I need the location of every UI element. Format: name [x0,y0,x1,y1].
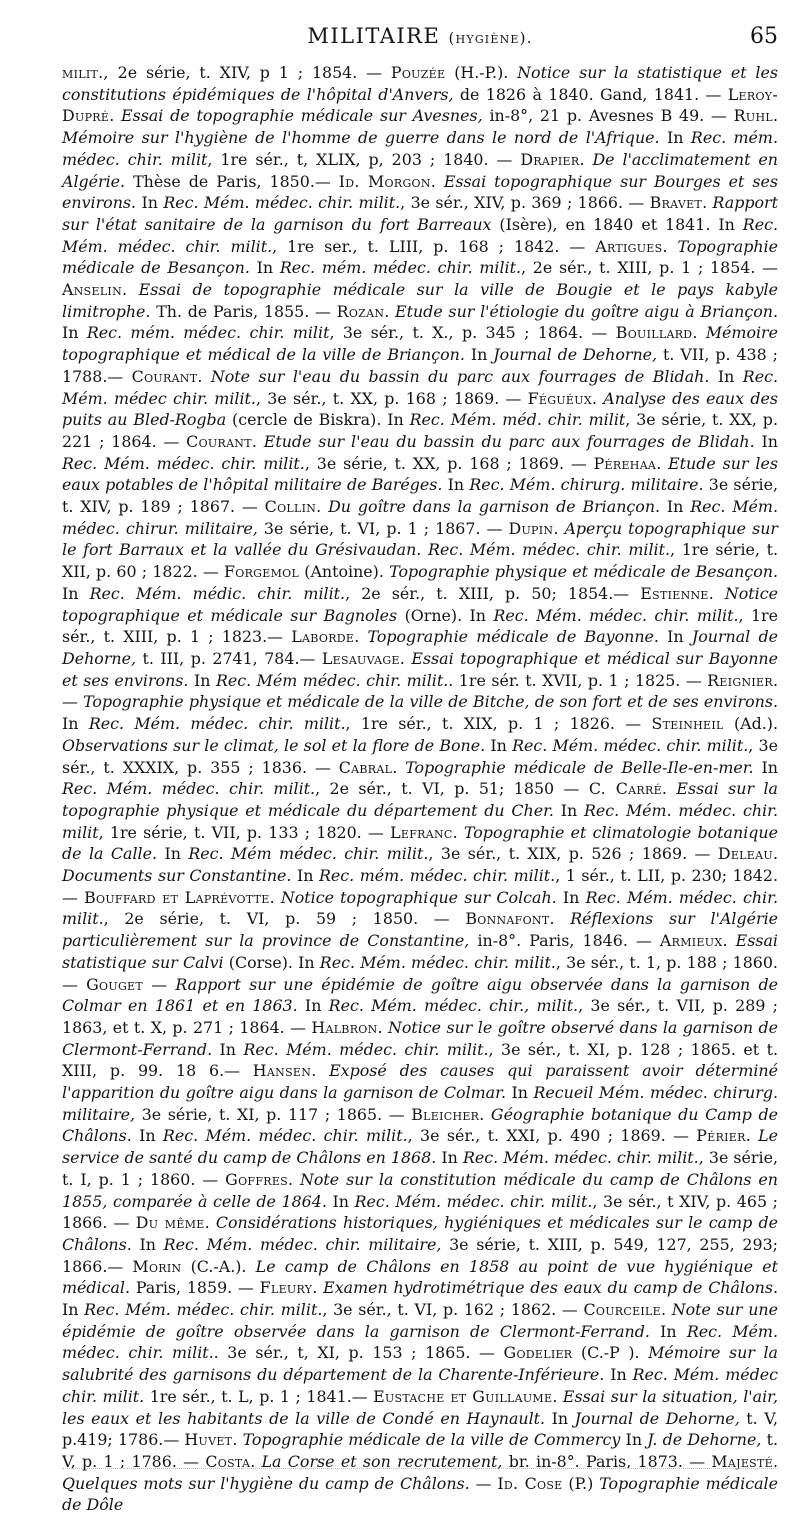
entry-title: Analyse des eaux des puits au Bled-Rogba [62,388,779,430]
entry-citation: . [269,887,281,907]
entry-citation: In [545,1408,575,1428]
entry-title: Topographie et climatologie botanique de la Calle. [62,822,778,864]
entry-citation: . [549,909,571,929]
entry-citation: . — [62,670,778,712]
entry-author: Costa [205,1452,251,1471]
entry-author: Goffres [225,1169,288,1189]
entry-citation: Thèse de Paris, 1850.— [125,171,339,191]
entry-citation: In [62,714,89,734]
entry-title: Rec. mém. médec. chir. milit. [279,258,522,278]
entry-citation: . [692,323,706,343]
entry-title: Réflexions sur l'Algérie particulièrement sur la province de Constantine, [62,909,779,951]
entry-citation: — [469,1473,498,1493]
entry-citation: Th. de Paris, 1855. — [150,301,337,321]
entry-title: De l'acclimatement en Algérie. [62,149,778,191]
entry-citation: In [754,431,778,451]
entry-title: Etude sur l'eau du bassin du parc aux fourrages de Blidah. [263,431,755,451]
entry-citation: . [479,1104,491,1124]
entry-citation: . [377,1017,388,1037]
entry-title: Mémoire sur la salubrité des garnisons du département de la Charente-Inférieure. [62,1343,778,1385]
entry-citation: . [661,779,677,799]
entry-citation: In [62,583,90,603]
entry-title: Rec. Mém. médec. chir. milit. [84,1300,323,1320]
entry-title: Rec. Mém. médec. chir. milit. [354,1191,593,1211]
entry-title: Considérations historiques, hygiéniques et médicales sur le camp de Châlons. [62,1213,778,1254]
entry-citation: In [157,844,189,864]
entry-author: Bouillard [615,323,693,343]
entry-citation: . [392,757,406,777]
entry-citation: , 3e sér., t. XIX, p. 526 ; 1869. — [428,844,718,864]
entry-author: Périer [696,1126,746,1146]
entry-title: Géographie botanique du Camp de Châlons. [62,1104,778,1146]
entry-title: Rec. Mém. médec chir. milit. [62,1365,778,1406]
entry-author: Fleury [259,1278,313,1298]
entry-author: Laborde [291,627,355,647]
entry-author: Collin [264,497,317,517]
entry-citation: In [556,887,586,907]
entry-citation: 3e série, t. XIII, p. 549, 127, 255, 293; 1866.— [62,1234,778,1276]
entry-citation: . [232,1430,243,1450]
entry-title: Topographie physique et médicale de la ville de Bitche, de son fort et de ses environs. [83,692,778,712]
entry-citation: , 2e sér., t. VI, p. 51; 1850 — [315,779,589,799]
page-footer-rule [62,1468,778,1469]
entry-citation: , 3e sér., t. XI, p. 128 ; 1865. et t. XIII, p. 99. 18 6.— [62,1039,778,1081]
entry-citation: t. V, p.419; 1786.— [62,1408,778,1450]
entry-title: Etude sur les eaux potables de l'hôpital militaire de Baréges. [62,453,778,495]
entry-title: Aperçu topographique sur le fort Barraux et la vallée du Grésivaudan. [62,518,778,560]
entry-citation: — [143,974,176,994]
entry-title: Note sur une épidémie de goître observée dans la garnison de Clermont-Ferrand. [62,1300,778,1341]
entry-title: Rec. Mém médec. chir. milit. [215,670,449,690]
entry-title: Rec. Mém. médec. chir. milit. [62,779,316,799]
entry-citation: (C.-P ). [572,1343,649,1363]
entry-citation: 3e série, t. XI, p. 117 ; 1865. — [135,1104,412,1124]
entry-citation: , 1re sér., t. XIX, p. 1 ; 1826. — [345,714,652,734]
entry-citation: , 1re sér., t. XIII, p. 1 ; 1823.— [62,605,778,647]
entry-author: Anselin [62,280,123,300]
entry-title: Topographie médicale de Besançon. [62,236,778,278]
entry-citation: 1re sér., t. L, p. 1 ; 1841.— [144,1386,374,1406]
entry-title: Notice sur la statistique et les constitutions épidémiques de l'hôpital d'Anvers, [62,63,778,104]
entry-author: Cabral [338,757,393,777]
entry-title: Le camp de Châlons en 1858 au point de vue hygiénique et médical. [62,1256,778,1298]
entry-title: Note sur l'eau du bassin du parc aux fourrages de Blidah. [210,366,710,386]
entry-title: Rec. Mém. médec. chir. milit. [319,952,556,972]
entry-title: Rec. mém. médec. chir. milit. [318,866,556,886]
entry-title: Topographie médicale de Bayonne. [367,627,659,647]
entry-title: Documents sur Constantine. [62,866,292,886]
entry-title: Rec. Mém. médec. chir. milit. [243,1039,489,1059]
entry-title: Journal de Dehorne, [62,627,778,668]
running-title-subject: (hygiène). [448,29,533,47]
entry-title: Notice topographique et médicale sur Bagnoles [62,583,778,625]
entry-title: Rec. Mém. médic. chir. milit. [89,583,346,603]
entry-title: Rapport sur l'état sanitaire de la garnison du fort Barreaux [62,193,778,234]
entry-citation: In [753,757,779,777]
entry-citation: In [505,1083,534,1103]
entry-title: Rec. Mém. médec. chir. milit. [62,214,778,256]
entry-title: Rec. Mém. médec. chir. milit [62,800,778,842]
entry-title: Essai de topographie médicale sur Avesnes, [121,106,483,126]
entry-author: Forgemol [223,562,300,582]
entry-citation: In [212,1039,244,1059]
entry-title: Topographie physique et médicale de Besançon. [389,562,778,582]
entry-author: Bouffard et Laprévotte [84,887,270,907]
entry-citation: , 3e série, t. XX, p. 168 ; 1869. — [304,453,594,473]
entry-author: Courant [131,366,198,386]
entry-citation: In [485,735,513,755]
entry-citation: In [326,1191,355,1211]
entry-citation: 3e série, t. XIV, p. 189 ; 1867. — [62,475,778,517]
entry-title: Rec. Mém. médec. chir. milit. [62,887,778,929]
entry-title: Rec. Mém. médec. chir. milit. [512,735,749,755]
entry-title: Note sur la constitution médicale du camp de Châlons en 1855, comparée à celle de 1864. [62,1169,778,1211]
entry-citation: In [553,800,584,820]
entry-author: Courant [186,431,252,451]
entry-title: Rec. Mém. méd. chir. milit [409,410,626,430]
entry-title: Mémoire sur l'hygiène de l'homme de guerre dans le nord de l'Afrique. [62,128,660,148]
entry-author: Bleicher [411,1104,480,1124]
entry-citation: . [702,193,713,213]
entry-citation: , 1re série, t. VII, p. 133 ; 1820. — [98,822,391,842]
entry-author: Drapier [520,149,580,169]
entry-citation: In [620,1430,648,1450]
entry-title: Rec. Mém. médec. chir., milit. [328,996,579,1016]
entry-author: Armieux [659,931,723,951]
entry-title: Rapport sur une épidémie de goître aigu observée dans la garnison de Colmar en 1861 et en 1863. [62,974,778,1016]
entry-title: Notice topographique sur Colcah. [280,887,557,907]
entry-citation: , 3e sér., t. XXI, p. 490 ; 1869. — [407,1126,697,1146]
entry-title: Notice sur le goître observé dans la garnison de Clermont-Ferrand. [62,1017,778,1059]
entry-citation: , 3e sér., t. VII, p. 289 ; 1863, et t. X, p. 271 ; 1864. — [62,996,778,1037]
entry-citation: . [311,1061,330,1081]
entry-citation: In [649,1321,687,1341]
entry-citation [421,540,428,559]
entry-citation: de 1826 à 1840. Gand, 1841. — [453,84,728,104]
entry-title: Rec. Mém. médec. chir. milit. [88,714,346,734]
running-header [62,24,778,54]
entry-citation: (H.-P.). [445,63,518,82]
entry-title: Rec. Mém. chirurg. militaire. [469,475,704,495]
entry-title: Rec. Mém médec. chir. milit. [188,844,429,864]
entry-title: Recueil Mém. médec. chirurg. militaire, [62,1083,778,1124]
entry-citation: , 3e sér., t XIV, p. 465 ; 1866. — [62,1191,778,1233]
entry-citation: . 1re sér. t. XVII, p. 1 ; 1825. — [448,670,708,690]
entry-author: Bonnafont [465,909,550,929]
running-title-main: MILITAIRE [307,24,449,48]
entry-title: Essai statistique sur Calvi [62,931,778,972]
entry-citation: , 3e sér., t. XXXIX, p. 355 ; 1836. — [62,735,778,777]
entry-citation: , 1 sér., t. LII, p. 230; 1842. — [62,866,779,907]
entry-title: Quelques mots sur l'hygiène du camp de Châlons. [62,1473,470,1493]
entry-citation: (Isère), en 1840 et 1841. In [491,214,743,234]
entry-citation: , 3e sér., t. XX, p. 168 ; 1869. — [255,388,528,408]
entry-title: Rec. Mém. médec. chir. milit. [62,1321,778,1363]
entry-author: Pouzée [390,63,446,82]
entry-citation: . [316,497,329,517]
entry-title: Mémoire topographique et médical de la ville de Briançon. [62,323,779,365]
entry-author: Deleau [717,844,773,864]
entry-title: Essai topographique et médical sur Bayonne et ses environs. [62,648,779,690]
entry-title: Du goître dans la garnison de Briançon. [328,497,661,517]
entry-title: Rec. Mém. médec. chirur. militaire, [62,497,778,538]
entry-citation: . [251,431,264,451]
entry-author: Steinheil [651,714,724,734]
entry-title: Rec. Mém. médec. chir. militaire, [163,1234,442,1254]
entry-citation: . [122,280,139,300]
entry-title: Rec. Mém. médec. chir. milit. [462,1148,699,1168]
entry-citation: , 3e sér., t. X., p. 345 ; 1864. — [329,323,616,343]
entry-title: Le service de santé du camp de Châlons en 1868. [62,1126,779,1168]
entry-citation: . [250,1452,262,1471]
entry-title: Journal de Dehorne, [493,345,658,365]
entry-citation: t. VII, p. 438 ; 1788.— [62,345,778,386]
entry-citation: In [188,670,216,690]
entry-citation: , 1re ser., t. LIII, p. 168 ; 1842. — [272,236,596,256]
entry-citation: , 3e série, t. XX, p. 221 ; 1864. — [62,410,778,451]
entry-title: Journal de Dehorne, [574,1408,740,1428]
entry-citation: 2e série, t. XIV, p 1 ; 1854. — [108,63,391,82]
entry-author: Morin [132,1256,182,1276]
entry-author: Gouget [86,974,143,994]
entry-citation: (P.) [562,1473,600,1493]
entry-citation: , 1re série, t. XII, p. 60 ; 1822. — [62,540,779,582]
entry-author: Artigues [595,236,663,256]
entry-author: Du même [135,1213,205,1233]
entry-citation: In [604,1365,633,1385]
entry-citation: . [354,627,368,647]
entry-citation: . [579,149,593,169]
entry-citation: . [745,1126,759,1146]
entry-citation: . [722,931,736,951]
entry-title: Topographie médicale de Dôle [62,1473,778,1515]
entry-citation: . [288,1169,300,1189]
entry-citation: in-8°, 21 p. Avesnes B 49. — [482,106,734,126]
entry-citation: t. V, p. 1 ; 1786. — [62,1430,778,1471]
entry-citation: In [297,996,329,1016]
entry-citation: (Ad.). [723,714,778,734]
entry-citation: . [553,518,565,538]
entry-citation: , 2e sér., t. XIII, p. 50; 1854.— [345,583,641,603]
entry-citation: 3e série, t. VI, p. 1 ; 1867. — [257,518,509,538]
entry-author: Féguéux [527,388,592,408]
entry-citation: In [464,345,494,365]
entry-citation: In [131,1234,164,1254]
entry-citation: In [249,258,280,278]
entry-citation: , 3e sér., XIV, p. 369 ; 1866. — [400,193,650,213]
entry-author: Pérehaa [593,453,657,473]
entry-title: Exposé des causes qui paraissent avoir déterminé l'apparition du goître aigu dans la garnison de Colmar. [62,1061,778,1103]
entry-citation: t. III, p. 2741, 784.— [136,648,322,668]
entry-author: milit., [62,63,109,82]
entry-title: Rec. Mém. médec. chir. milit. [163,193,401,213]
entry-author: Lesauvage [321,648,400,668]
entry-author: Eustache et Guillaume [373,1386,553,1406]
entry-citation: . [430,171,444,191]
entry-citation: . [452,822,464,842]
entry-title: Rec. Mém. médec. chir. milit. [493,605,739,625]
entry-citation: . [399,648,412,668]
entry-citation: , 3e sér., t. VI, p. 162 ; 1862. — [322,1300,584,1320]
entry-author: Courceile [583,1300,661,1320]
entry-citation: , 2e série, t. VI, p. 59 ; 1850. — [103,909,466,929]
page-number: 65 [750,24,778,49]
entry-citation: In [709,366,743,386]
entry-citation: . [772,1452,778,1471]
entry-citation: (cercle de Biskra). In [226,410,410,430]
entry-citation: (Orne). In [397,605,494,625]
entry-title: Essai de topographie médicale sur la ville de Bougie et le pays kabyle limitrophe. [62,280,778,321]
entry-citation: (C.-A.). [181,1256,256,1276]
entry-citation: In [660,497,691,517]
entry-citation: . 3e sér., t, XI, p. 153 ; 1865. — [213,1343,504,1363]
entry-citation: br. in-8°. Paris, 1873. — [502,1452,712,1471]
entry-title: Essai sur la topographie physique et médicale du département du Cher. [62,779,778,820]
entry-citation: In [136,193,164,213]
entry-citation: . [772,106,778,126]
entry-author: Godelier [503,1343,573,1363]
entry-citation: In [442,475,470,495]
entry-title: Rec. Mém. médec. chir. milit. [62,453,305,473]
entry-citation: . [384,301,396,321]
entry-author: Id. Cose [497,1473,563,1493]
entry-author: Majesté [711,1452,773,1471]
entry-citation: In [659,128,691,148]
entry-author: Dupin [508,518,554,538]
entry-citation: , 3e sér., t. 1, p. 188 ; 1860. — [62,952,778,994]
entry-author: Leroy-Dupré [62,84,778,126]
entry-citation: . [552,1386,563,1406]
entry-citation: , 1re sér., t, XLIX, p, 203 ; 1840. — [207,149,521,169]
entry-citation: (Antoine). [299,562,390,582]
entry-citation: (Corse). In [223,952,320,972]
entry-title: Topographie médicale de la ville de Commercy [242,1430,621,1450]
entry-citation: , 3e série, t. I, p. 1 ; 1860. — [62,1148,778,1189]
entry-citation: In [436,1148,463,1168]
entry-citation: . [312,1278,324,1298]
entry-citation: . [708,583,725,603]
entry-author: Ruhl [733,106,773,126]
entry-citation: . [591,388,604,408]
entry-author: Huvet [184,1430,233,1450]
entry-citation: . [660,1300,672,1320]
entry-title: Essai sur la situation, l'air, les eaux et les habitants de la ville de Condé en Haynault. [62,1386,779,1428]
entry-title: Examen hydrotimétrique des eaux du camp de Châlons. [323,1278,778,1298]
bibliography-body [62,62,778,1516]
entry-author: Hansen [252,1061,312,1081]
entry-citation: . [656,453,669,473]
entry-author: Id. Morgon [338,171,431,191]
entry-title: J. de Dehorne, [647,1430,762,1450]
entry-title: Rec. Mém. médec. chir. milit. [428,540,670,560]
entry-citation: . [197,366,211,386]
entry-title: La Corse et son recrutement, [261,1452,503,1471]
entry-citation: , 2e sér., t. XIII, p. 1 ; 1854. — [521,258,778,278]
entry-title: Essai topographique sur Bourges et ses environs. [62,171,778,213]
entry-citation: In [658,627,692,647]
entry-title: Rec. mém. médec. chir. milit [62,128,778,169]
entry-title: Topographie médicale de Belle-Ile-en-mer. [405,757,754,777]
entry-citation: In [62,1300,85,1320]
entry-title: Rec. Mém. médec chir. milit. [62,366,778,408]
entry-title: Etude sur l'étiologie du goître aigu à Briançon. [395,301,778,321]
entry-author: Halbron [311,1017,378,1037]
entry-author: Bravet [649,193,703,213]
entry-author: C. Carré [588,779,662,799]
entry-title: Rec. mém. médec. chir. milit [86,323,330,343]
running-title [62,24,778,48]
entry-citation: In [62,323,87,343]
entry-citation: in-8°. Paris, 1846. — [469,931,660,951]
entry-citation: In [131,1126,163,1146]
entry-citation: In [291,866,319,886]
entry-citation: Paris, 1859. — [130,1278,260,1298]
entry-title: Observations sur le climat, le sol et la flore de Bone. [62,735,486,755]
entry-author: Lefranc [390,822,453,842]
entry-citation: . [772,844,778,864]
entry-author: Estienne [640,583,709,603]
entry-citation: . [662,236,678,256]
entry-title: Rec. Mém. médec. chir. milit. [162,1126,408,1146]
entry-author: Reignier [707,670,773,690]
entry-citation: . [204,1213,216,1233]
bibliography-paragraph [62,62,778,1516]
entry-author: Rozan [336,301,385,321]
entry-citation: . [109,106,122,126]
